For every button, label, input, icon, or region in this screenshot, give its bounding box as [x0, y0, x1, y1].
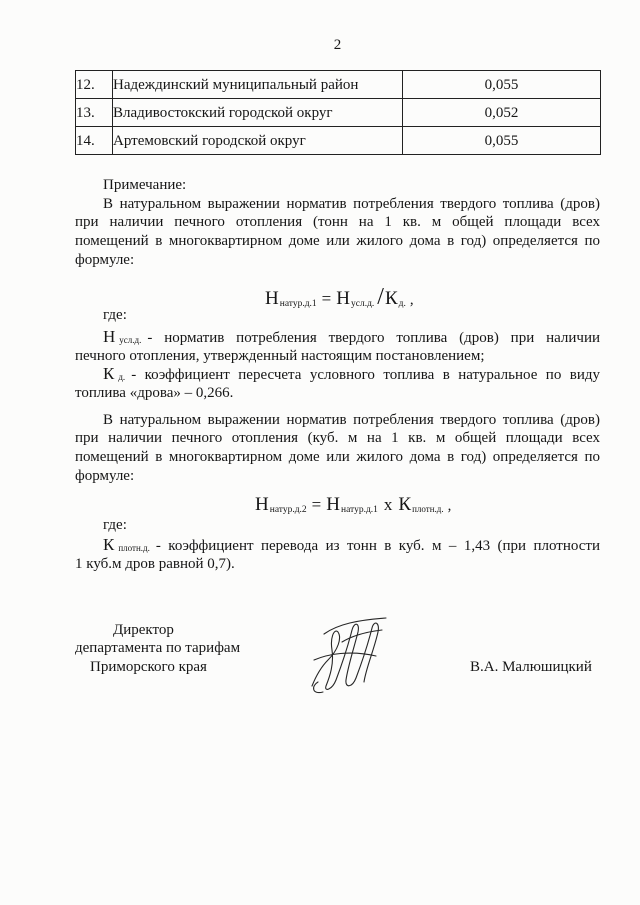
definition-text: - коэффициент пересчета условного топлива в натуральное по виду [131, 367, 600, 384]
paragraph-line: помещений в многоквартирном доме или жилого дома в год) определяется по [75, 448, 600, 465]
where-label: где: [103, 517, 127, 533]
definitions-1 [75, 328, 600, 403]
definitions-2 [75, 536, 600, 573]
definition-subscript: усл.д. [119, 335, 142, 345]
definition-symbol: Н [103, 327, 116, 346]
definition-line: 1 куб.м дров равной 0,7). [75, 555, 235, 572]
definition-line [75, 328, 600, 347]
formula-subscript: д. [398, 299, 406, 309]
row-number: 13. [76, 99, 113, 127]
paragraph-line: формуле: [75, 251, 135, 268]
formula-symbol: Н [265, 288, 279, 309]
paragraph-line: при наличии печного отопления (тонн на 1 кв. м общей площади всех [75, 214, 600, 231]
definition-subscript: плотн.д. [118, 543, 150, 553]
paragraph-line: при наличии печного отопления (куб. м на 1 кв. м общей площади всех [75, 430, 600, 447]
where-label-1 [75, 306, 600, 325]
definition-line: топлива «дрова» – 0,266. [75, 385, 234, 402]
paragraph-line: В натуральном выражении норматив потребления твердого топлива (дров) [103, 411, 600, 428]
definition-subscript: д. [118, 372, 126, 383]
formula-multiply: х [383, 495, 393, 514]
note-paragraph-2 [75, 411, 600, 486]
handwritten-signature-icon [308, 616, 390, 696]
formula-symbol: Н [336, 288, 350, 309]
municipality-name: Владивостокский городской округ [113, 99, 403, 127]
formula-symbol: Н [255, 494, 269, 515]
norms-table [75, 70, 601, 155]
definition-symbol: К [103, 364, 115, 384]
formula-subscript: натур.д.1 [279, 299, 317, 309]
formula-end: , [447, 498, 452, 514]
formula-equals: = [311, 495, 322, 514]
municipality-name: Надеждинский муниципальный район [113, 71, 403, 99]
norm-value: 0,055 [403, 71, 601, 99]
formula-symbol: К [384, 288, 398, 309]
formula-subscript: натур.д.1 [340, 505, 378, 515]
norm-value: 0,052 [403, 99, 601, 127]
where-label-2 [75, 516, 600, 535]
formula-subscript: плотн.д. [412, 504, 444, 514]
formula-equals: = [321, 289, 332, 308]
definition-line [75, 536, 600, 555]
signatory-position-line: Директор [113, 622, 174, 638]
page-number: 2 [333, 37, 342, 53]
paragraph-line: помещений в многоквартирном доме или жилого дома в год) определяется по [75, 233, 600, 250]
formula-end: , [409, 292, 414, 308]
definition-symbol: К [103, 535, 115, 554]
municipality-name: Артемовский городской округ [113, 127, 403, 155]
table-row [76, 127, 601, 155]
definition-text: - норматив потребления твердого топлива (дров) при наличии [147, 330, 600, 346]
norm-value: 0,055 [403, 127, 601, 155]
formula-subscript: усл.д. [350, 299, 375, 309]
note-paragraph-1 [75, 176, 600, 269]
formula-symbol: К [398, 494, 412, 515]
definition-text: - коэффициент перевода из тонн в куб. м – 1,43 (при плотности [155, 538, 600, 554]
note-heading: Примечание: [103, 177, 187, 193]
formula-symbol: Н [326, 494, 340, 515]
definition-line: печного отопления, утвержденный настоящим постановлением; [75, 347, 485, 364]
signatory-name: В.А. Малюшицкий [470, 659, 592, 675]
formula-divide: / [377, 284, 384, 310]
table-row [76, 99, 601, 127]
signatory-position-line: департамента по тарифам [75, 640, 241, 656]
row-number: 14. [76, 127, 113, 155]
paragraph-line: В натуральном выражении норматив потребления твердого топлива (дров) [103, 195, 600, 212]
formula-natural-cubic [255, 494, 451, 516]
row-number: 12. [76, 71, 113, 99]
table-row [76, 71, 601, 99]
formula-natural-tons [265, 286, 414, 308]
formula-subscript: натур.д.2 [269, 505, 307, 515]
paragraph-line: формуле: [75, 467, 135, 484]
definition-line [75, 365, 600, 384]
signatory-position-line: Приморского края [90, 659, 207, 675]
where-label: где: [103, 307, 127, 323]
